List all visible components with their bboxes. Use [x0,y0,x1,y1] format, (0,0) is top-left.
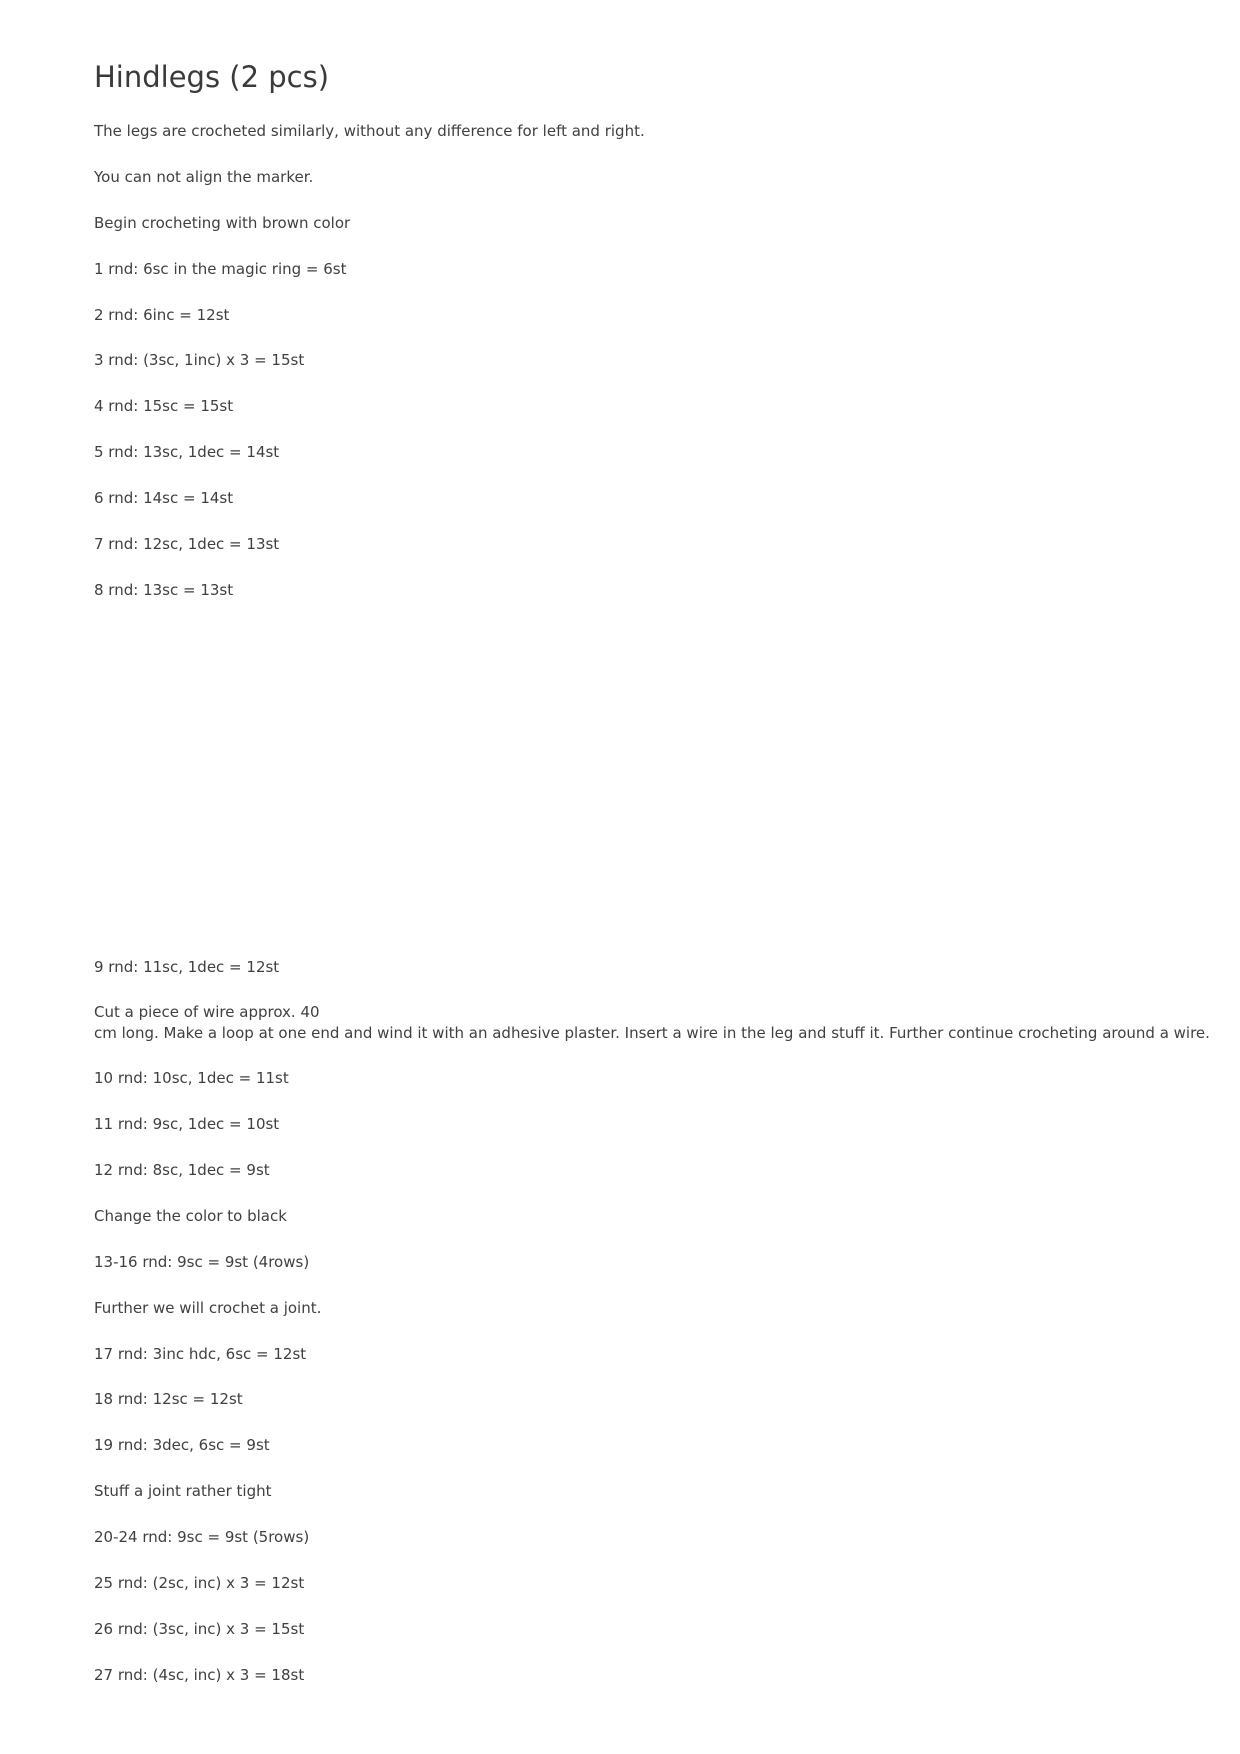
round-line: 10 rnd: 10sc, 1dec = 11st [94,1069,289,1087]
intro-text: The legs are crocheted similarly, without any difference for left and right. [94,122,645,140]
round-line: 18 rnd: 12sc = 12st [94,1390,243,1408]
round-line: 25 rnd: (2sc, inc) x 3 = 12st [94,1574,305,1592]
round-line: 17 rnd: 3inc hdc, 6sc = 12st [94,1345,307,1363]
round-line: 6 rnd: 14sc = 14st [94,489,234,507]
round-line: 7 rnd: 12sc, 1dec = 13st [94,535,280,553]
wire-note-line-1: Cut a piece of wire approx. 40 [94,1003,320,1021]
joint-note: Further we will crochet a joint. [94,1299,322,1317]
round-line: 13-16 rnd: 9sc = 9st (4rows) [94,1253,310,1271]
marker-note: You can not align the marker. [94,168,314,186]
round-line: 8 rnd: 13sc = 13st [94,581,234,599]
round-line: 1 rnd: 6sc in the magic ring = 6st [94,260,347,278]
round-line: 26 rnd: (3sc, inc) x 3 = 15st [94,1620,305,1638]
round-line: 19 rnd: 3dec, 6sc = 9st [94,1436,270,1454]
round-line: 2 rnd: 6inc = 12st [94,306,230,324]
round-line: 27 rnd: (4sc, inc) x 3 = 18st [94,1666,305,1684]
round-line: 9 rnd: 11sc, 1dec = 12st [94,958,280,976]
round-line: 20-24 rnd: 9sc = 9st (5rows) [94,1528,310,1546]
color-instruction-brown: Begin crocheting with brown color [94,214,351,232]
round-line: 12 rnd: 8sc, 1dec = 9st [94,1161,270,1179]
stuff-note: Stuff a joint rather tight [94,1482,272,1500]
color-instruction-black: Change the color to black [94,1207,287,1225]
page-title: Hindlegs (2 pcs) [94,60,330,94]
round-line: 5 rnd: 13sc, 1dec = 14st [94,443,280,461]
wire-note-line-2: cm long. Make a loop at one end and wind it with an adhesive plaster. Insert a wire in the leg and stuff it. Further continue crocheting around a wire. [94,1024,1210,1042]
round-line: 4 rnd: 15sc = 15st [94,397,234,415]
round-line: 3 rnd: (3sc, 1inc) x 3 = 15st [94,351,305,369]
blank-image-area [94,610,1114,940]
round-line: 11 rnd: 9sc, 1dec = 10st [94,1115,280,1133]
